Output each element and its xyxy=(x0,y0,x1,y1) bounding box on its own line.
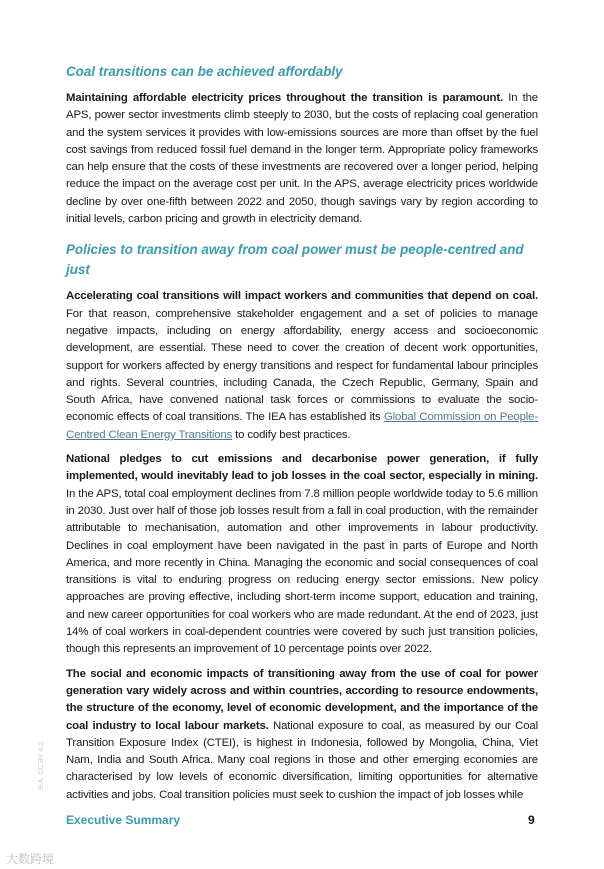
global-commission-link[interactable]: Global Commission on People-Centred Clean Energy Transitions xyxy=(66,411,538,441)
paragraph-body: National exposure to coal, as measured by our Coal Transition Exposure Index (CTEI), is highest in Indonesia, followed by Mongolia, China, Viet Nam, India and South Africa. Many coal regions in those and other emerging economies are characterised by low levels of economic diversification, limiting opportunities for alternative activities and jobs. Coal transition policies must seek to cushion the impact of job losses while xyxy=(66,719,538,801)
paragraph-body: In the APS, total coal employment declines from 7.8 million people worldwide today to 5.6 million in 2030. Just over half of those job losses result from a fall in coal production, with the remainder attributable to mechanisation, automation and other improvements in labour productivity. Declines in coal employment have been navigated in the past in parts of Europe and North America, and more recently in China. Managing the economic and social consequences of coal transitions is vital to enduring progress on reducing energy sector emissions. New policy approaches are proving effective, including short-term income support, education and training, and new career opportunities for coal workers who are made redundant. At the end of 2023, just 14% of coal workers in coal-dependent countries were covered by such just transition policies, though this represents an improvement of 10 percentage points over 2022. xyxy=(66,487,538,656)
paragraph-social-economic-impacts xyxy=(66,666,538,804)
paragraph-lead: Maintaining affordable electricity prices throughout the transition is paramount. xyxy=(66,92,503,104)
page-number: 9 xyxy=(528,813,535,827)
paragraph-body: For that reason, comprehensive stakeholder engagement and a set of policies to manage negative impacts, including on energy affordability, energy access and socioeconomic development, are essential. These need to cover the creation of decent work opportunities, support for workers affected by energy transitions and respect for fundamental labour principles and rights. Several countries, including Canada, the Czech Republic, Germany, Spain and South Africa, have convened national task forces or commissions to evaluate the socio-economic effects of coal transitions. The IEA has established its xyxy=(66,307,538,424)
paragraph-tail: to codify best practices. xyxy=(232,428,351,441)
paragraph-lead: The social and economic impacts of transitioning away from the use of coal for power generation vary widely across and within countries, according to resource endowments, the structure of the economy, level of economic development, and the importance of the coal industry to local labour markets. xyxy=(66,667,538,732)
section-heading-affordability: Coal transitions can be achieved affordably xyxy=(66,64,343,79)
paragraph-lead: National pledges to cut emissions and decarbonise power generation, if fully implemented, would inevitably lead to job losses in the coal sector, especially in mining. xyxy=(66,453,538,483)
license-note: IEA. CC BY 4.0. xyxy=(38,739,45,790)
watermark-logo: 大数跨境 xyxy=(6,852,55,866)
section-heading-people-centred: Policies to transition away from coal power must be people-centred and just xyxy=(66,242,524,278)
paragraph-body: In the APS, power sector investments climb steeply to 2030, but the costs of replacing coal generation and the system services it provides with low-emissions sources are more than offset by the fuel cost savings from reduced fossil fuel demand in the longer term. Appropriate policy frameworks can help ensure that the costs of these investments are recovered over a longer period, helping reduce the impact on the average cost per unit. In the APS, average electricity prices worldwide decline by over one-fifth between 2022 and 2050, though savings vary by region according to initial levels, carbon pricing and growth in electricity demand. xyxy=(66,92,538,226)
paragraph-affordability xyxy=(66,90,538,228)
paragraph-job-losses xyxy=(66,451,538,659)
paragraph-workers-communities xyxy=(66,288,538,444)
page-content xyxy=(66,62,538,811)
paragraph-lead: Accelerating coal transitions will impact workers and communities that depend on coal. xyxy=(66,290,538,303)
footer-section-title: Executive Summary xyxy=(66,813,181,827)
